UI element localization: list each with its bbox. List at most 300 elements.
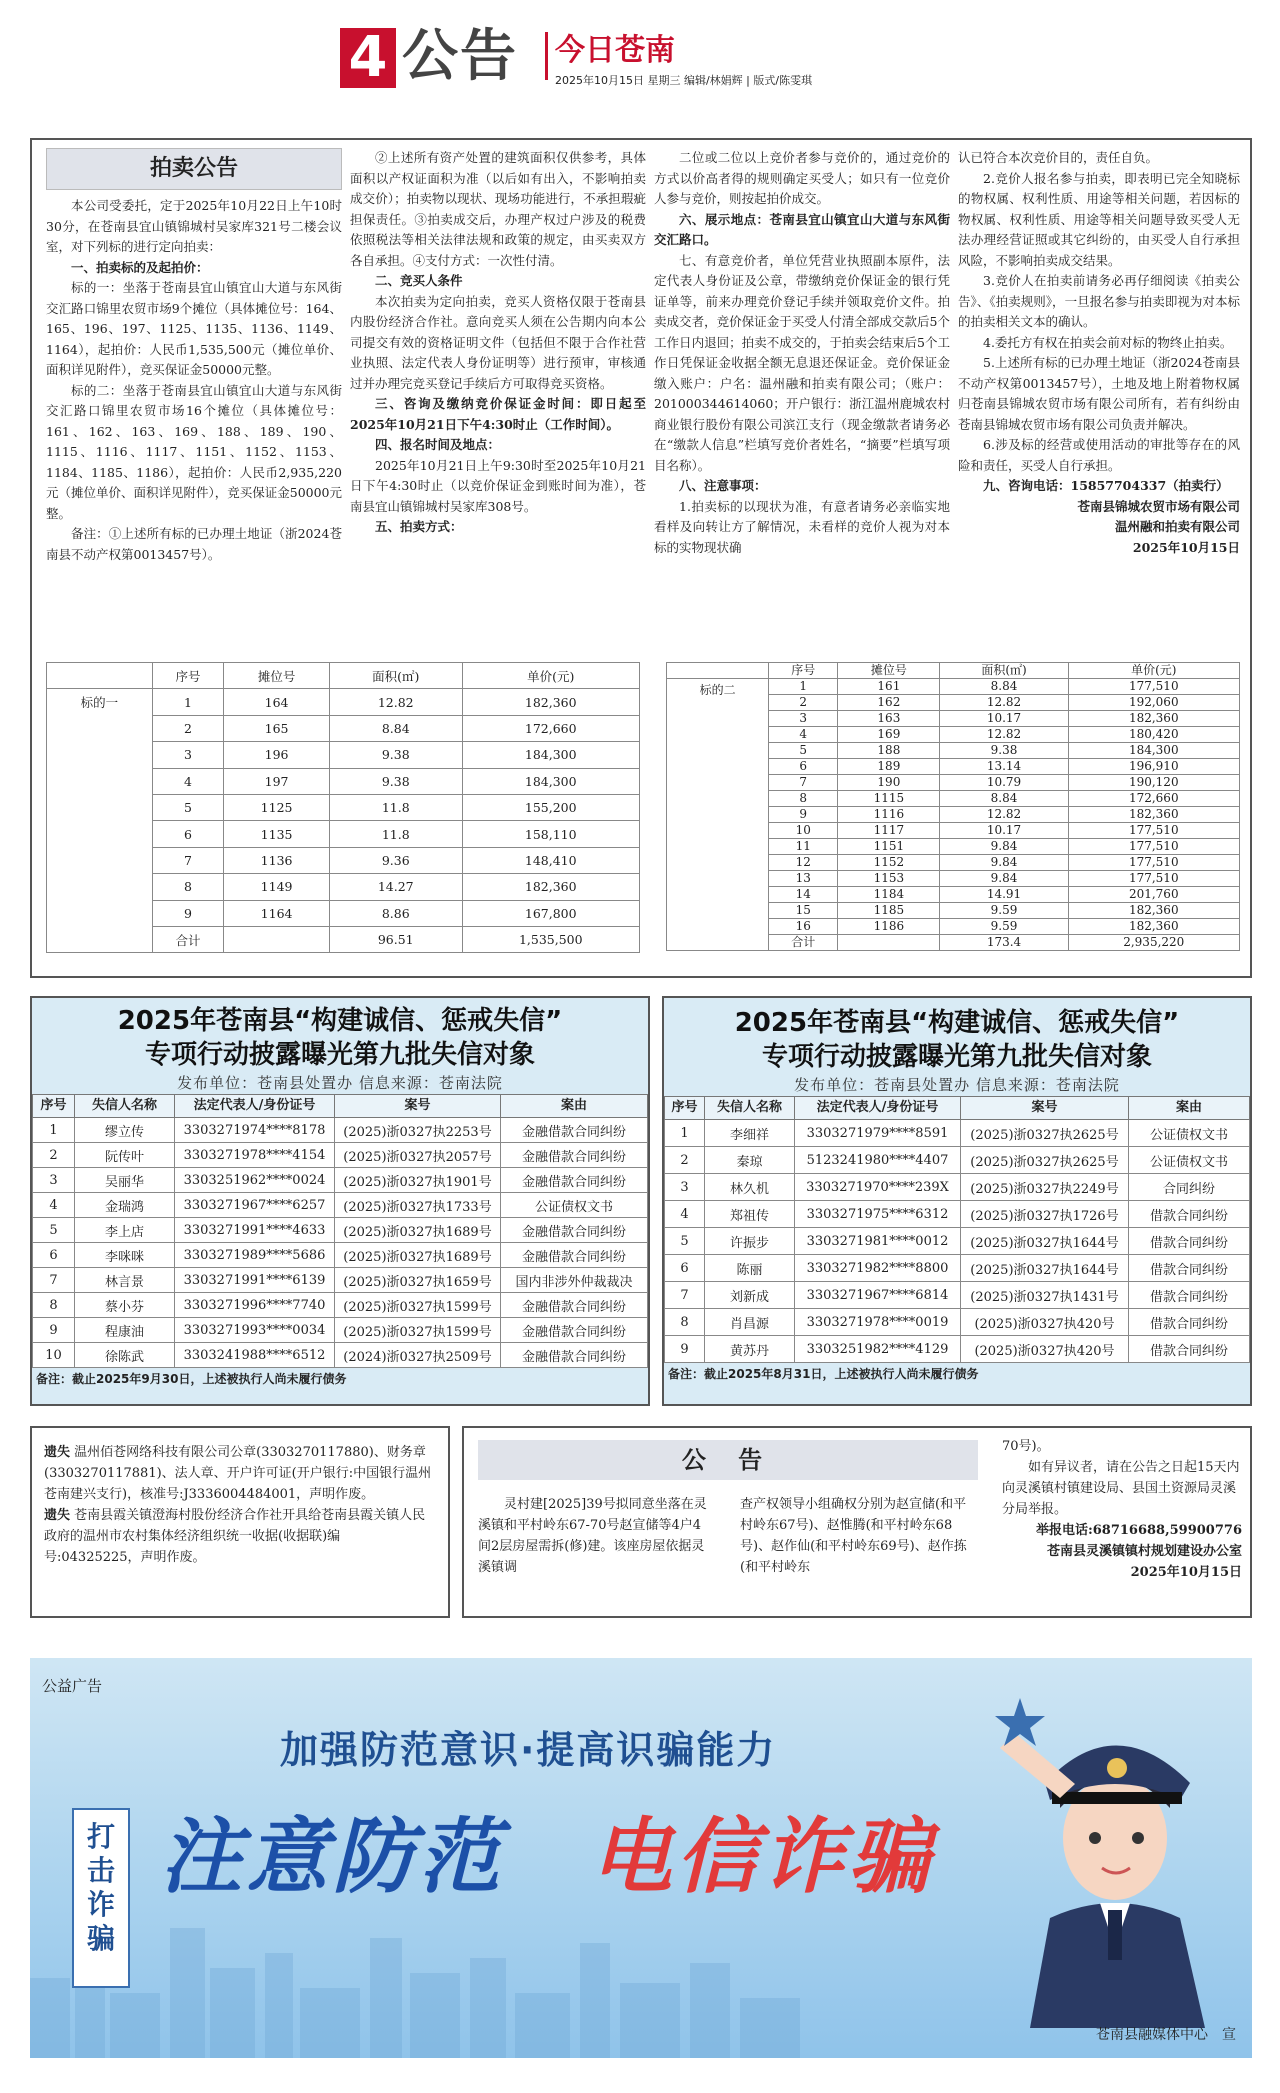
table-cell: (2025)浙0327执1733号	[335, 1193, 501, 1218]
notice-text: 查产权领导小组确权分别为赵宣储(和平村岭东67号)、赵惟腾(和平村岭东68号)、赵作仙(和平村岭东69号)、赵作拣(和平村岭东	[740, 1497, 967, 1575]
table-row	[665, 1309, 1250, 1336]
table-cell: 1135	[224, 821, 330, 847]
table-cell: 12.82	[940, 695, 1068, 711]
table-cell: 12.82	[940, 727, 1068, 743]
table-row	[33, 1293, 648, 1318]
table-cell: 7	[152, 847, 223, 873]
table-cell: 196,910	[1068, 759, 1239, 775]
public-notice	[462, 1426, 1252, 1618]
table-cell: 金融借款合同纠纷	[501, 1118, 648, 1143]
table-cell: 1153	[838, 871, 940, 887]
auction-signature: 温州融和拍卖有限公司	[1114, 519, 1240, 534]
table-cell: 169	[838, 727, 940, 743]
table-cell: 177,510	[1068, 855, 1239, 871]
table-cell: 16	[769, 919, 838, 935]
notice-phone: 举报电话:68716688,59900776	[1035, 1523, 1242, 1538]
table-cell: 177,510	[1068, 871, 1239, 887]
table-cell: (2025)浙0327执1901号	[335, 1168, 501, 1193]
table-cell: 4	[665, 1201, 705, 1228]
notice-text: 灵村建[2025]39号拟同意坐落在灵溪镇和平村岭东67-70号赵宣储等4户4间2层房屋需拆(修)建。该座房屋依据灵溪镇调	[478, 1497, 707, 1575]
table-cell: (2025)浙0327执2625号	[961, 1120, 1129, 1147]
table-header: 案号	[335, 1095, 501, 1118]
table-cell: 3303241988****6512	[175, 1343, 335, 1368]
table-cell: 182,360	[1068, 711, 1239, 727]
table-cell: 3303271993****0034	[175, 1318, 335, 1343]
dishonest-title: 专项行动披露曝光第九批失信对象	[144, 1040, 535, 1070]
section-title: 公告	[402, 24, 518, 89]
notice-col-3	[1002, 1436, 1242, 1583]
table-header: 序号	[33, 1095, 75, 1118]
table-row	[665, 1228, 1250, 1255]
table-cell: 借款合同纠纷	[1129, 1228, 1250, 1255]
table-cell: 金融借款合同纠纷	[501, 1343, 648, 1368]
auction-heading: 一、拍卖标的及起拍价：	[71, 259, 209, 275]
table-cell: 148,410	[462, 847, 640, 873]
table-cell: 3303251982****4129	[795, 1336, 961, 1363]
table-row	[33, 1193, 648, 1218]
table-cell: 9.38	[329, 768, 462, 794]
table-row	[33, 1143, 648, 1168]
table-cell: 3303271974****8178	[175, 1118, 335, 1143]
table-cell: 国内非涉外仲裁裁决	[501, 1268, 648, 1293]
table-cell: 3303271981****0012	[795, 1228, 961, 1255]
auction-paragraph: 5.上述所有标的已办理土地证（浙2024苍南县不动产权第0013457号），土地及地上附着物权属归苍南县锦城农贸市场有限公司所有，若有纠纷由苍南县锦城农贸市场有限公司负责并解决。	[958, 355, 1240, 432]
table-cell: 3303271967****6814	[795, 1282, 961, 1309]
table-cell: 5	[769, 743, 838, 759]
table-cell: 188	[838, 743, 940, 759]
auction-col-4	[958, 148, 1240, 558]
table-cell: 借款合同纠纷	[1129, 1255, 1250, 1282]
table-cell: 程康油	[75, 1318, 175, 1343]
auction-col-3	[654, 148, 950, 558]
table-cell: 12.82	[940, 807, 1068, 823]
public-service-ad	[30, 1658, 1252, 2058]
table-cell: 2	[33, 1143, 75, 1168]
table-header: 失信人名称	[75, 1095, 175, 1118]
table-cell: 164	[224, 689, 330, 715]
table-cell: 9.38	[329, 742, 462, 768]
table-row	[665, 1120, 1250, 1147]
auction-paragraph: 认已符合本次竞价目的，责任自负。	[958, 150, 1159, 165]
table-cell: 1136	[224, 847, 330, 873]
table-cell: 8	[665, 1309, 705, 1336]
table-cell: 1,535,500	[462, 926, 640, 952]
dishonest-table-right	[664, 1096, 1250, 1363]
table-cell: 197	[224, 768, 330, 794]
table-header: 单价(元)	[1068, 663, 1239, 679]
table-header	[667, 663, 769, 679]
notice-title: 公 告	[478, 1440, 978, 1480]
table-cell: 1186	[838, 919, 940, 935]
table-cell: 金融借款合同纠纷	[501, 1168, 648, 1193]
table-cell: 180,420	[1068, 727, 1239, 743]
page-header	[340, 22, 960, 92]
table-row	[47, 689, 640, 715]
table-cell: 4	[152, 768, 223, 794]
auction-paragraph: 4.委托方有权在拍卖会前对标的物终止拍卖。	[983, 334, 1233, 350]
table-cell: 14.91	[940, 887, 1068, 903]
table-cell: 1151	[838, 839, 940, 855]
table-cell: 9.84	[940, 855, 1068, 871]
table-row	[33, 1318, 648, 1343]
table-cell: 182,360	[462, 689, 640, 715]
ad-vertical-text	[72, 1808, 130, 1988]
table-cell: (2025)浙0327执1431号	[961, 1282, 1129, 1309]
table-cell: 96.51	[329, 926, 462, 952]
table-cell: (2025)浙0327执1726号	[961, 1201, 1129, 1228]
table-cell: 5	[152, 794, 223, 820]
table-cell: 2	[665, 1147, 705, 1174]
table-cell: 9.59	[940, 903, 1068, 919]
table-row	[665, 1147, 1250, 1174]
auction-heading: 五、拍卖方式：	[375, 519, 463, 534]
table-cell: 9	[665, 1336, 705, 1363]
table-row	[33, 1168, 648, 1193]
auction-paragraph: 2.竞价人报名参与拍卖，即表明已完全知晓标的物权属、权利性质、用途等相关问题，若因标的物权属、权利性质、用途等相关问题导致买受人无法办理经营证照或其它纠纷的，由买受人自行承担风险，不影响拍卖成交结果。	[958, 170, 1240, 268]
table-cell: 金融借款合同纠纷	[501, 1243, 648, 1268]
header-meta: 2025年10月15日 星期三 编辑/林娟辉 | 版式/陈雯琪	[555, 74, 813, 87]
auction-paragraph: 2025年10月21日上午9:30时至2025年10月21日下午4:30时止（以竞价保证金到账时间为准），苍南县宜山镇锦城村吴家库308号。	[350, 457, 646, 514]
table-cell: 172,660	[1068, 791, 1239, 807]
ad-slogan: 加强防范意识·提高识骗能力	[280, 1728, 777, 1772]
auction-paragraph: ②上述所有资产处置的建筑面积仅供参考，具体面积以产权证面积为准（以后如有出入，不影响拍卖成交价）；拍卖物以现状、现场功能进行，不承担瑕疵担保责任。③拍卖成交后，办理产权过户涉及的税费依照税法等相关法律法规和政策的规定，由买卖双方各自承担。④支付方式：一次性付清。	[350, 150, 646, 268]
table-cell: 14.27	[329, 874, 462, 900]
auction-heading: 三、咨询及缴纳竞价保证金时间：即日起至2025年10月21日下午4:30时止（工作时间）。	[350, 396, 646, 432]
table-cell	[838, 935, 940, 951]
table-cell: 许振步	[705, 1228, 795, 1255]
table-cell: 189	[838, 759, 940, 775]
table-header: 案由	[501, 1095, 648, 1118]
table-cell: 1116	[838, 807, 940, 823]
dishonest-note: 备注：截止2025年8月31日，上述被执行人尚未履行债务	[668, 1367, 979, 1381]
dishonest-table-left	[32, 1094, 648, 1368]
auction-heading: 二、竞买人条件	[375, 273, 463, 288]
table-row	[665, 1336, 1250, 1363]
table-cell: 3303271991****6139	[175, 1268, 335, 1293]
table-cell: 7	[769, 775, 838, 791]
table-cell: 林久机	[705, 1174, 795, 1201]
table-cell: (2025)浙0327执2625号	[961, 1147, 1129, 1174]
table-cell: 3	[152, 742, 223, 768]
lost-text: 苍南县霞关镇澄海村股份经济合作社开具给苍南县霞关镇人民政府的温州市农村集体经济组织统一收据(收据联)编号:04325225，声明作废。	[44, 1508, 426, 1565]
page-number: 4	[340, 28, 396, 88]
table-cell: 黄苏丹	[705, 1336, 795, 1363]
table-cell: 173.4	[940, 935, 1068, 951]
table-header: 摊位号	[224, 663, 330, 689]
table-cell: 162	[838, 695, 940, 711]
dishonest-title: 2025年苍南县“构建诚信、惩戒失信”	[117, 1006, 563, 1036]
auction-paragraph: 二位或二位以上竞价者参与竞价的，通过竞价的方式以价高者得的规则确定买受人；如只有一位竞价人参与竞价，则按起拍价成交。	[654, 150, 950, 206]
table-cell: 1	[665, 1120, 705, 1147]
table-cell: 1	[152, 689, 223, 715]
table-cell: 167,800	[462, 900, 640, 926]
table-header: 面积(㎡)	[329, 663, 462, 689]
table-cell: 5123241980****4407	[795, 1147, 961, 1174]
table-cell: 合计	[152, 926, 223, 952]
table-header: 失信人名称	[705, 1097, 795, 1120]
table-cell: 5	[33, 1218, 75, 1243]
table-cell: (2025)浙0327执1689号	[335, 1218, 501, 1243]
table-cell: 金融借款合同纠纷	[501, 1218, 648, 1243]
table-cell: 184,300	[1068, 743, 1239, 759]
auction-signature: 苍南县锦城农贸市场有限公司	[1077, 498, 1240, 514]
table-row	[665, 1174, 1250, 1201]
table-cell: 8	[769, 791, 838, 807]
dishonest-note: 备注：截止2025年9月30日，上述被执行人尚未履行债务	[36, 1372, 347, 1386]
lost-text: 温州佰苍网络科技有限公司公章(3303270117880)、财务章(3303270117881)、法人章、开户许可证(开户银行:中国银行温州苍南建兴支行)，核准号:J3336004484001，声明作废。	[44, 1445, 432, 1502]
table-header: 序号	[152, 663, 223, 689]
table-cell: 1117	[838, 823, 940, 839]
table-cell: 3303251962****0024	[175, 1168, 335, 1193]
table-cell: 秦琼	[705, 1147, 795, 1174]
table-cell: 7	[33, 1268, 75, 1293]
auction-paragraph: 3.竞价人在拍卖前请务必再仔细阅读《拍卖公告》、《拍卖规则》，一旦报名参与拍卖即视为对本标的拍卖相关文本的确认。	[958, 273, 1240, 329]
table-cell: 1152	[838, 855, 940, 871]
lost-notices	[30, 1426, 450, 1618]
table-cell: 9	[152, 900, 223, 926]
table-cell: (2025)浙0327执1644号	[961, 1228, 1129, 1255]
table-cell: 3303271996****7740	[175, 1293, 335, 1318]
table-row	[665, 1201, 1250, 1228]
table-cell: (2025)浙0327执1659号	[335, 1268, 501, 1293]
table-cell: 公证债权文书	[501, 1193, 648, 1218]
auction-table-2	[666, 662, 1240, 951]
table-cell: 3303271978****0019	[795, 1309, 961, 1336]
auction-paragraph: 备注：①上述所有标的已办理土地证（浙2024苍南县不动产权第0013457号）。	[46, 526, 342, 562]
table-cell: 1	[769, 679, 838, 695]
table-cell: 12.82	[329, 689, 462, 715]
lost-item	[44, 1442, 436, 1505]
table-header: 案由	[1129, 1097, 1250, 1120]
table-cell: 15	[769, 903, 838, 919]
brand-title: 今日苍南	[555, 33, 675, 68]
table-header: 法定代表人/身份证号	[175, 1095, 335, 1118]
ad-headline-2: 电信诈骗	[590, 1810, 934, 1905]
table-header: 案号	[961, 1097, 1129, 1120]
auction-col-2	[350, 148, 646, 538]
table-cell: 158,110	[462, 821, 640, 847]
table-cell: 金融借款合同纠纷	[501, 1318, 648, 1343]
auction-date: 2025年10月15日	[1132, 539, 1240, 555]
ad-vertical-label: 打击诈骗	[86, 1820, 115, 1955]
auction-paragraph: 本次拍卖为定向拍卖，竞买人资格仅限于苍南县内股份经济合作社。意向竞买人须在公告期内向本公司提交有效的资格证明文件（包括但不限于合作社营业执照、法定代表人身份证明等）进行预审，审核通过并办理完竞买登记手续后方可取得竞买资格。	[350, 293, 646, 391]
table-cell: 172,660	[462, 715, 640, 741]
table-row	[33, 1218, 648, 1243]
table-cell: 金融借款合同纠纷	[501, 1293, 648, 1318]
table-cell: 10.17	[940, 823, 1068, 839]
table-cell: (2025)浙0327执420号	[961, 1309, 1129, 1336]
table-cell: 8.84	[940, 679, 1068, 695]
table-row	[33, 1343, 648, 1368]
table-cell: 190,120	[1068, 775, 1239, 791]
table-row	[667, 679, 1240, 695]
table-row	[33, 1118, 648, 1143]
lost-item	[44, 1505, 436, 1568]
table-cell: 1184	[838, 887, 940, 903]
table-cell: (2025)浙0327执1599号	[335, 1293, 501, 1318]
table-cell: 金融借款合同纠纷	[501, 1143, 648, 1168]
table-cell: 9.84	[940, 839, 1068, 855]
auction-table-1	[46, 662, 640, 953]
auction-notice	[30, 138, 1252, 978]
table-cell: 阮传叶	[75, 1143, 175, 1168]
table-cell: 借款合同纠纷	[1129, 1336, 1250, 1363]
dishonest-list-left	[30, 996, 650, 1406]
table-cell: 182,360	[462, 874, 640, 900]
table-cell: 3	[33, 1168, 75, 1193]
table-cell: 陈丽	[705, 1255, 795, 1282]
table-cell: 3	[769, 711, 838, 727]
table-cell: 10.17	[940, 711, 1068, 727]
table-cell: 1125	[224, 794, 330, 820]
table-cell: 201,760	[1068, 887, 1239, 903]
table-cell: 肖昌源	[705, 1309, 795, 1336]
lot-label: 标的一	[47, 689, 153, 953]
table-cell: 6	[152, 821, 223, 847]
table-cell: (2025)浙0327执2253号	[335, 1118, 501, 1143]
dishonest-title: 专项行动披露曝光第九批失信对象	[761, 1042, 1152, 1072]
table-cell: 13.14	[940, 759, 1068, 775]
table-cell: 8	[33, 1293, 75, 1318]
dishonest-publisher: 发布单位：苍南县处置办 信息来源：苍南法院	[177, 1074, 503, 1092]
table-row	[665, 1255, 1250, 1282]
table-cell: 7	[665, 1282, 705, 1309]
table-row	[33, 1268, 648, 1293]
auction-paragraph: 标的一：坐落于苍南县宜山镇宜山大道与东风街交汇路口锦里农贸市场9个摊位（具体摊位号：164、165、196、197、1125、1135、1136、1149、1164），起拍价：人民币1,535,500元（摊位单价、面积详见附件），竞买保证金50000元整。	[46, 280, 342, 377]
table-cell: 李上店	[75, 1218, 175, 1243]
table-cell: 3	[665, 1174, 705, 1201]
auction-col-1	[46, 148, 342, 565]
table-cell: 11	[769, 839, 838, 855]
table-cell: 1149	[224, 874, 330, 900]
table-cell: 1	[33, 1118, 75, 1143]
table-cell: 184,300	[462, 742, 640, 768]
table-cell: 9	[769, 807, 838, 823]
table-row	[665, 1282, 1250, 1309]
table-cell: 9.36	[329, 847, 462, 873]
dishonest-list-right	[662, 996, 1252, 1406]
table-cell: 3303271978****4154	[175, 1143, 335, 1168]
table-cell: 9.84	[940, 871, 1068, 887]
table-cell: 4	[33, 1193, 75, 1218]
lost-head: 遗失	[44, 1508, 71, 1523]
table-cell: 李咪咪	[75, 1243, 175, 1268]
table-cell	[224, 926, 330, 952]
table-cell: 9.59	[940, 919, 1068, 935]
table-header: 序号	[769, 663, 838, 679]
table-cell: (2025)浙0327执1689号	[335, 1243, 501, 1268]
table-cell: 缪立传	[75, 1118, 175, 1143]
table-cell: 1185	[838, 903, 940, 919]
table-cell: (2025)浙0327执1599号	[335, 1318, 501, 1343]
table-cell: 林言景	[75, 1268, 175, 1293]
table-cell: 4	[769, 727, 838, 743]
table-cell: 8.86	[329, 900, 462, 926]
lot-label: 标的二	[667, 679, 769, 951]
table-cell: (2025)浙0327执2057号	[335, 1143, 501, 1168]
table-cell: 8.84	[940, 791, 1068, 807]
lost-head: 遗失	[44, 1445, 71, 1460]
table-cell: 借款合同纠纷	[1129, 1201, 1250, 1228]
table-cell: 9	[33, 1318, 75, 1343]
table-cell: 吴丽华	[75, 1168, 175, 1193]
table-cell: (2025)浙0327执420号	[961, 1336, 1129, 1363]
table-cell: 1164	[224, 900, 330, 926]
table-cell: 177,510	[1068, 679, 1239, 695]
table-cell: 10	[769, 823, 838, 839]
table-cell: 蔡小芬	[75, 1293, 175, 1318]
table-cell: 1115	[838, 791, 940, 807]
table-cell: 8	[152, 874, 223, 900]
police-officer-icon	[990, 1688, 1240, 2028]
table-cell: 192,060	[1068, 695, 1239, 711]
table-cell: 郑祖传	[705, 1201, 795, 1228]
table-cell: (2024)浙0327执2509号	[335, 1343, 501, 1368]
auction-heading: 六、展示地点：苍南县宜山镇宜山大道与东风街交汇路口。	[654, 211, 950, 247]
table-cell: 2	[769, 695, 838, 711]
ad-headline-1: 注意防范	[160, 1810, 504, 1905]
auction-paragraph: 标的二：坐落于苍南县宜山镇宜山大道与东风街交汇路口锦里农贸市场16个摊位（具体摊位号：161、162、163、169、188、189、190、1115、1116、1117、1151、1152、1153、1184、1185、1186），起拍价：人民币2,935,220元（摊位单价、面积详见附件），竞买保证金50000元整。	[46, 382, 343, 521]
table-cell: 2	[152, 715, 223, 741]
table-cell: 合计	[769, 935, 838, 951]
table-cell: 5	[665, 1228, 705, 1255]
table-cell: 6	[769, 759, 838, 775]
table-cell: 9.38	[940, 743, 1068, 759]
table-cell: 刘新成	[705, 1282, 795, 1309]
table-cell: 借款合同纠纷	[1129, 1282, 1250, 1309]
notice-signature: 苍南县灵溪镇镇村规划建设办公室	[1046, 1544, 1242, 1559]
table-cell: 190	[838, 775, 940, 791]
table-cell: 182,360	[1068, 903, 1239, 919]
table-cell: 李细祥	[705, 1120, 795, 1147]
table-header: 摊位号	[838, 663, 940, 679]
table-cell: 163	[838, 711, 940, 727]
table-cell: 155,200	[462, 794, 640, 820]
table-cell: (2025)浙0327执1644号	[961, 1255, 1129, 1282]
ad-label: 公益广告	[42, 1677, 103, 1695]
auction-title: 拍卖公告	[46, 148, 342, 190]
header-divider	[545, 32, 548, 80]
auction-heading: 四、报名时间及地点：	[375, 437, 501, 452]
auction-paragraph: 七、有意竞价者，单位凭营业执照副本原件，法定代表人身份证及公章，带缴纳竞价保证金的银行凭证单等，前来办理竞价登记手续并领取竞价文件。拍卖成交者，竞价保证金于买受人付清全部成交款后5个工作日内退回；拍卖不成交的，于拍卖会结束后5个工作日凭保证金收据全额无息退还保证金。竞价保证金缴入账户：户名：温州融和拍卖有限公司；（账户：201000344614060；开户银行：浙江温州鹿城农村商业银行股份有限公司滨江支行（现金缴款者请务必在“缴款人信息”栏填写竞价者姓名，“摘要”栏填写项目名称）。	[654, 252, 950, 473]
auction-heading: 九、咨询电话：15857704337（拍卖行）	[983, 478, 1229, 493]
table-cell: 借款合同纠纷	[1129, 1309, 1250, 1336]
auction-paragraph: 6.涉及标的经营或使用活动的审批等存在的风险和责任，买受人自行承担。	[958, 437, 1240, 473]
table-cell: (2025)浙0327执2249号	[961, 1174, 1129, 1201]
table-cell: 3303271989****5686	[175, 1243, 335, 1268]
table-cell: 196	[224, 742, 330, 768]
table-cell: 3303271982****8800	[795, 1255, 961, 1282]
auction-paragraph: 1.拍卖标的以现状为准，有意者请务必亲临实地看样及向转让方了解情况，未看样的竞价人视为对本标的实物现状确	[654, 498, 950, 555]
table-cell: 3303271991****4633	[175, 1218, 335, 1243]
table-cell: 12	[769, 855, 838, 871]
auction-heading: 八、注意事项：	[679, 478, 767, 493]
table-cell: 金瑞鸿	[75, 1193, 175, 1218]
table-cell: 徐陈武	[75, 1343, 175, 1368]
table-header: 面积(㎡)	[940, 663, 1068, 679]
notice-text: 70号)。	[1002, 1439, 1050, 1454]
dishonest-title: 2025年苍南县“构建诚信、惩戒失信”	[734, 1008, 1180, 1038]
table-header: 法定代表人/身份证号	[795, 1097, 961, 1120]
ad-publisher: 苍南县融媒体中心 宣	[1096, 2027, 1236, 2043]
table-cell: 6	[665, 1255, 705, 1282]
table-cell: 3303271975****6312	[795, 1201, 961, 1228]
table-cell: 177,510	[1068, 839, 1239, 855]
city-skyline-graphic	[30, 1898, 850, 2058]
table-header: 单价(元)	[462, 663, 640, 689]
table-header: 序号	[665, 1097, 705, 1120]
table-cell: 13	[769, 871, 838, 887]
